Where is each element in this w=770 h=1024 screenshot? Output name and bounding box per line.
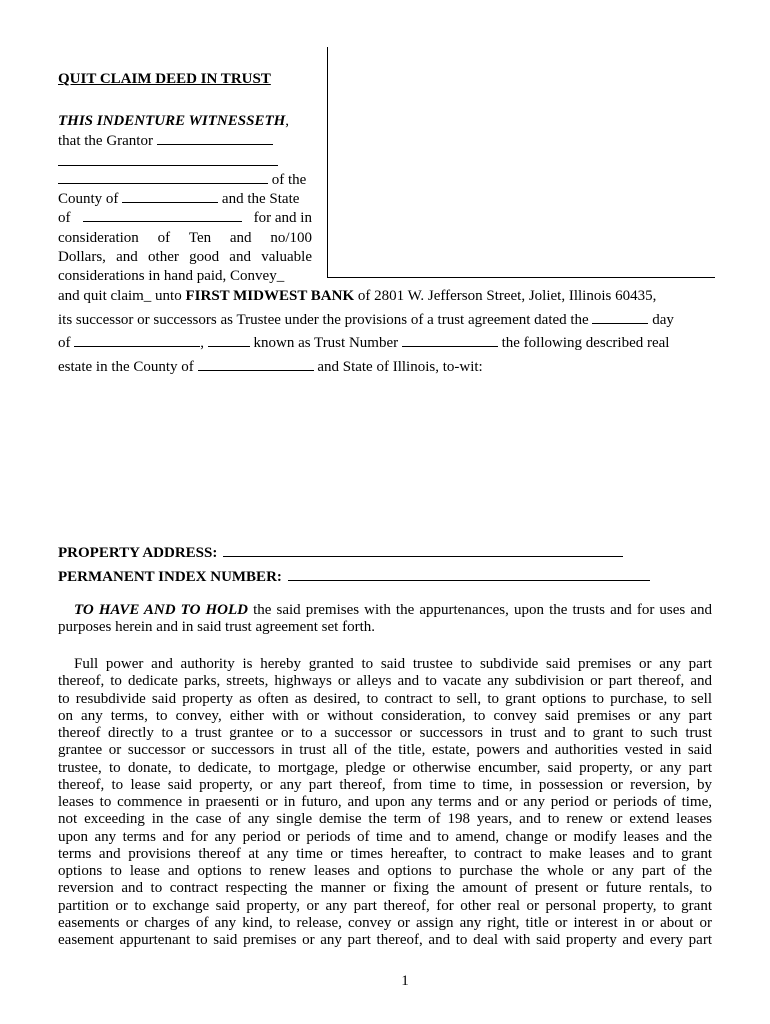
legal-county-blank[interactable] [198, 358, 314, 371]
powers-line: upon any terms and for any period or periods of time and to amend, change or modify leases and the [58, 828, 712, 845]
pin-blank[interactable] [288, 568, 650, 581]
county-blank[interactable] [122, 190, 218, 203]
grant-line-3 [58, 334, 669, 354]
witnesseth-comma: , [285, 113, 290, 129]
grant-line-4 [58, 358, 483, 378]
trustee-bank-name: FIRST MIDWEST BANK [185, 288, 355, 304]
property-address-label: PROPERTY ADDRESS: [58, 545, 218, 561]
powers-paragraph [58, 656, 712, 949]
trust-number-blank[interactable] [402, 334, 498, 347]
grant-line-2 [58, 311, 674, 331]
grantor-line [58, 132, 273, 152]
of-text: of [58, 335, 71, 351]
powers-line: trustee, to donate, to dedicate, to mortgage, pledge or otherwise encumber, said property, or any part [58, 759, 712, 776]
grant-text: the following described real [501, 335, 670, 351]
consideration-line [58, 229, 312, 249]
document-title: QUIT CLAIM DEED IN TRUST [58, 71, 271, 87]
dollars-line [58, 248, 312, 268]
recording-box-bottom-border [327, 277, 715, 278]
habendum-paragraph [58, 602, 712, 637]
state-blank[interactable] [83, 209, 242, 222]
dollars-word: other [148, 249, 179, 265]
consideration-word: of [157, 230, 171, 246]
powers-line: not exceeding in the case of any single demise the term of 198 years, and to renew or extend leases [58, 811, 712, 828]
for-and-in-text: for and in [253, 210, 312, 226]
comma-text: , [200, 335, 204, 351]
day-text: day [652, 312, 674, 328]
pin-row [58, 568, 650, 588]
trust-date-year-blank[interactable] [208, 334, 250, 347]
pin-label: PERMANENT INDEX NUMBER: [58, 569, 282, 585]
dollars-word: valuable [261, 249, 312, 265]
powers-line: options to lease and options to renew leases and options to purchase the whole or any part of the [58, 863, 712, 879]
powers-line: thereof, to lease said property, or any part thereof, from time to time, in possession or reversion, by [58, 776, 712, 793]
powers-line: to resubdivide said property as often as desired, to contract to sell, to grant options to purchase, to sell [58, 690, 712, 707]
witnesseth-heading: THIS INDENTURE WITNESSETH [58, 113, 286, 129]
grantor-name-blank-2[interactable] [58, 165, 278, 166]
county-of-label: County of [58, 191, 119, 207]
powers-line: reversion and to contract respecting the manner or fixing the amount of present or future rentals, to [58, 880, 712, 897]
dollars-word: good [189, 249, 220, 265]
powers-line: easements or charges of any kind, to release, convey or assign any right, title or interest in or about or [58, 914, 712, 931]
dollars-word: Dollars, [58, 249, 106, 265]
powers-line: thereof directly to a trust grantee or to a successor or successors in trust and to grant to such trust [58, 725, 712, 741]
powers-line: grantee or successor or successors in trust all of the title, estate, powers and authorities vested in said [58, 742, 712, 759]
consideration-word: Ten [188, 230, 212, 246]
property-address-row [58, 544, 623, 564]
grant-line-1 [58, 287, 656, 307]
known-as-text: known as Trust Number [253, 335, 399, 351]
consideration-word: no/100 [270, 230, 312, 246]
witnesseth-line [58, 112, 289, 132]
powers-line: easement appurtenant to said premises or any part thereof, and to deal with said property and every part [58, 932, 712, 948]
powers-line: partition or to exchange said property, or any part thereof, for other real or personal property, to grant [58, 897, 712, 914]
consideration-word: and [229, 230, 252, 246]
habendum-text: the said premises with the appurtenances, upon the trusts and for uses and [248, 602, 712, 618]
grant-text: and State of Illinois, to-wit: [317, 359, 483, 375]
grantor-label: that the Grantor [58, 133, 153, 149]
grant-text: and quit claim_ unto [58, 288, 186, 304]
trust-date-day-blank[interactable] [592, 311, 648, 324]
consideration-word: consideration [58, 230, 139, 246]
grant-text: estate in the County of [58, 359, 194, 375]
page-number: 1 [401, 973, 409, 989]
grant-text: its successor or successors as Trustee under the provisions of a trust agreement dated the [58, 312, 589, 328]
recording-box-left-border [327, 47, 328, 278]
dollars-word: and [229, 249, 251, 265]
powers-line: leases to commence in praesenti or in futuro, and upon any terms and or any period or periods of time, [58, 794, 712, 810]
powers-line: Full power and authority is hereby granted to said trustee to subdivide said premises or any part [74, 656, 712, 672]
trust-date-month-blank[interactable] [74, 334, 200, 347]
state-line [58, 209, 312, 229]
habendum-line [58, 602, 712, 619]
grantor-name-blank-3[interactable] [58, 171, 268, 184]
of-label: of [58, 210, 71, 226]
dollars-word: and [116, 249, 138, 265]
considerations-paid-line: considerations in hand paid, Convey_ [58, 268, 285, 284]
habendum-lead: TO HAVE AND TO HOLD [74, 602, 248, 618]
county-line [58, 190, 299, 210]
habendum-line: purposes herein and in said trust agreement set forth. [58, 619, 375, 636]
powers-line: on any terms, to convey, either with or without consideration, to convey said premises or any part [58, 707, 712, 724]
grantor-name-blank-1[interactable] [157, 132, 273, 145]
and-the-state-text: and the State [221, 191, 300, 207]
grant-text: of 2801 W. Jefferson Street, Joliet, Illinois 60435, [354, 288, 657, 304]
of-the-text: of the [271, 172, 307, 188]
property-address-blank[interactable] [223, 544, 623, 557]
powers-line: thereof, to dedicate parks, streets, highways or alleys and to vacate any subdivision or part thereof, and [58, 673, 712, 690]
grantor-of-the-line [58, 171, 306, 191]
powers-line: terms and provisions thereof at any time or times hereafter, to contract to make leases and to grant [58, 845, 712, 862]
